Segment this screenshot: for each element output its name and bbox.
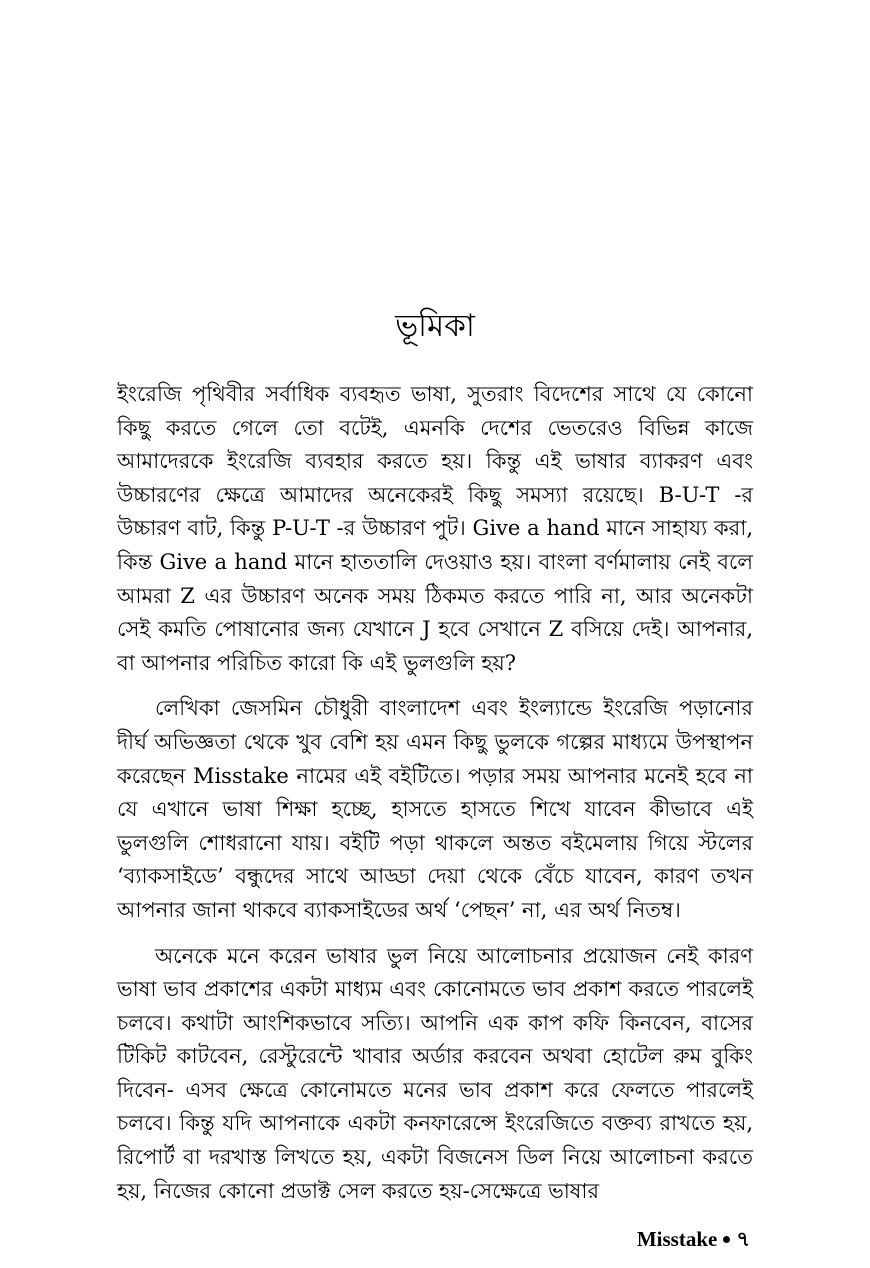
footer-book-title: Misstake xyxy=(636,1227,718,1251)
body-text xyxy=(117,378,753,1208)
page-title: ভূমিকা xyxy=(395,308,475,344)
bullet-dot-icon xyxy=(723,1236,730,1243)
paragraph-2: লেখিকা জেসমিন চৌধুরী বাংলাদেশ এবং ইংল্যান্ডে ইংরেজি পড়ানোর দীর্ঘ অভিজ্ঞতা থেকে খুব বেশি হয় এমন কিছু ভুলকে গল্পের মাধ্যমে উপস্থাপন করেছেন Misstake নামের এই বইটিতে। পড়ার সময় আপনার মনেই হবে না যে এখানে ভাষা শিক্ষা হচ্ছে, হাসতে হাসতে শিখে যাবেন কীভাবে এই ভুলগুলি শোধরানো যায়। বইটি পড়া থাকলে অন্তত বইমেলায় গিয়ে স্টলের ‘ব্যাকসাইডে’ বন্ধুদের সাথে আড্ডা দেয়া থেকে বেঁচে যাবেন, কারণ তখন আপনার জানা থাকবে ব্যাকসাইডের অর্থ ‘পেছন’ না, এর অর্থ নিতম্ব। xyxy=(117,696,753,922)
page-number: ৭ xyxy=(736,1227,750,1251)
paragraph-3: অনেকে মনে করেন ভাষার ভুল নিয়ে আলোচনার প্রয়োজন নেই কারণ ভাষা ভাব প্রকাশের একটা মাধ্যম এবং কোনোমতে ভাব প্রকাশ করতে পারলেই চলবে। কথাটা আংশিকভাবে সত্যি। আপনি এক কাপ কফি কিনবেন, বাসের টিকিট কাটবেন, রেস্টুরেন্টে খাবার অর্ডার করবেন অথবা হোটেল রুম বুকিং দিবেন- এসব ক্ষেত্রে কোনোমতে মনের ভাব প্রকাশ করে ফেলতে পারলেই চলবে। কিন্তু যদি আপনাকে একটা কনফারেন্সে ইংরেজিতে বক্তব্য রাখতে হয়, রিপোর্ট বা দরখাস্ত লিখতে হয়, একটা বিজনেস ডিল নিয়ে আলোচনা করতে হয়, নিজের কোনো প্রডাক্ট সেল করতে হয়-সেক্ষেত্রে ভাষার xyxy=(117,943,753,1203)
paragraph-1: ইংরেজি পৃথিবীর সর্বাধিক ব্যবহৃত ভাষা, সুতরাং বিদেশের সাথে যে কোনো কিছু করতে গেলে তো বটেই, এমনকি দেশের ভেতরেও বিভিন্ন কাজে আমাদেরকে ইংরেজি ব্যবহার করতে হয়। কিন্তু এই ভাষার ব্যাকরণ এবং উচ্চারণের ক্ষেত্রে আমাদের অনেকেরই কিছু সমস্যা রয়েছে। B-U-T -র উচ্চারণ বাট, কিন্তু P-U-T -র উচ্চারণ পুট। Give a hand মানে সাহায্য করা, কিন্ত Give a hand মানে হাততালি দেওয়াও হয়। বাংলা বর্ণমালায় নেই বলে আমরা Z এর উচ্চারণ অনেক সময় ঠিকমত করতে পারি না, আর অনেকটা সেই কমতি পোষানোর জন্য যেখানে J হবে সেখানে Z বসিয়ে দেই। আপনার, বা আপনার পরিচিত কারো কি এই ভুলগুলি হয়? xyxy=(117,382,753,675)
page-footer xyxy=(637,1226,750,1252)
